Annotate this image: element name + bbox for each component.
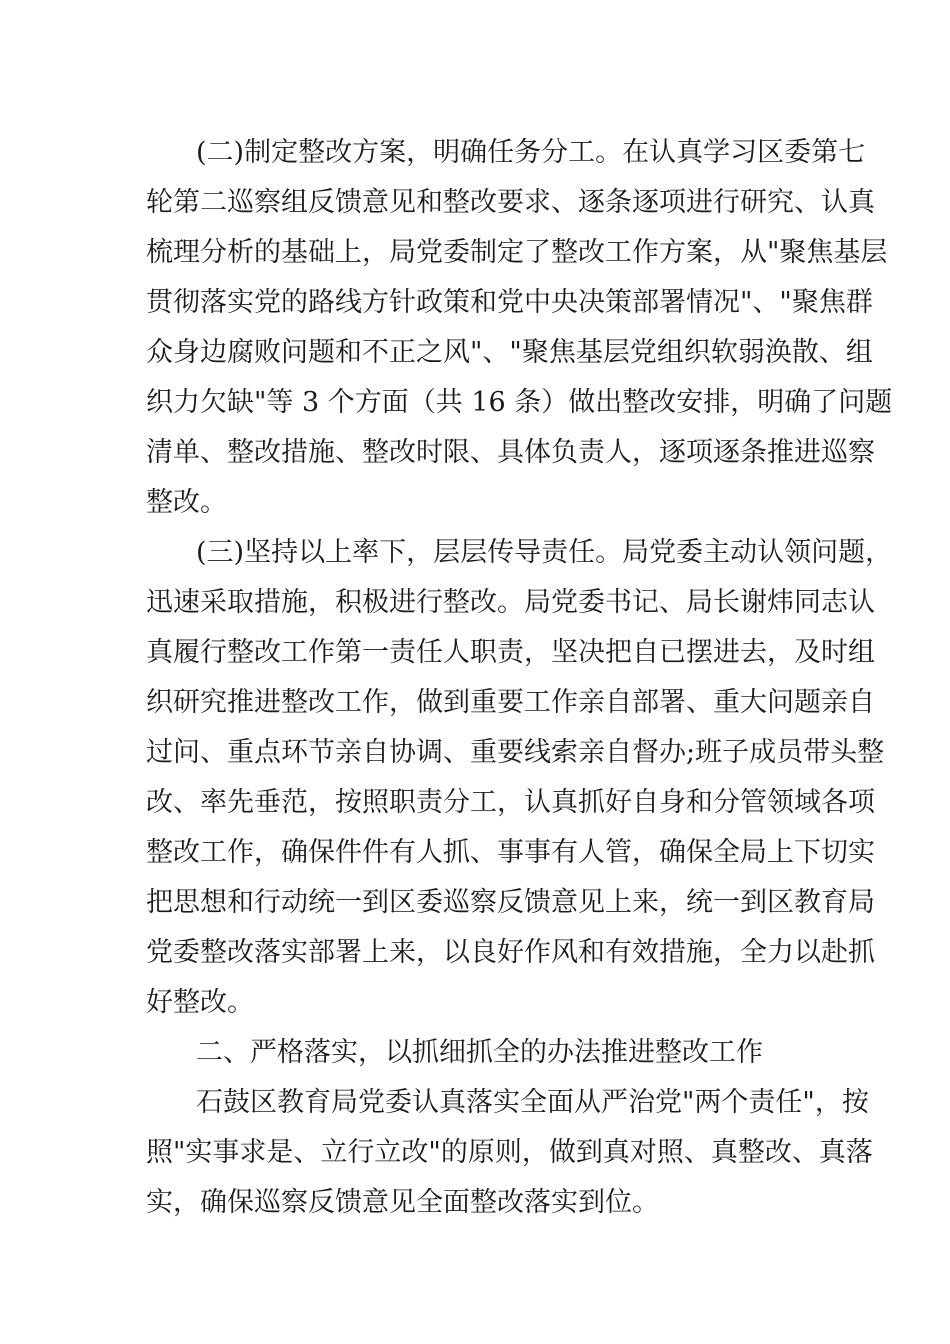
paragraph-2-line-7: 清单、整改措施、整改时限、具体负责人，逐项逐条推进巡察 [146,437,875,468]
paragraph-4-line-3: 实，确保巡察反馈意见全面整改落实到位。 [146,1187,659,1218]
paragraph-4-line-1: 石鼓区教育局党委认真落实全面从严治党"两个责任"，按 [196,1087,869,1118]
paragraph-3-line-1: (三)坚持以上率下，层层传导责任。局党委主动认领问题， [196,537,893,568]
paragraph-2-line-3: 梳理分析的基础上，局党委制定了整改工作方案，从"聚焦基层 [146,237,888,268]
paragraph-3-line-2: 迅速采取措施，积极进行整改。局党委书记、局长谢炜同志认 [146,587,875,618]
paragraph-3-line-5: 过问、重点环节亲自协调、重要线索亲自督办;班子成员带头整 [146,737,885,768]
paragraph-2-line-2: 轮第二巡察组反馈意见和整改要求、逐条逐项进行研究、认真 [146,187,875,218]
paragraph-3-line-4: 织研究推进整改工作，做到重要工作亲自部署、重大问题亲自 [146,687,875,718]
paragraph-3-line-6: 改、率先垂范，按照职责分工，认真抓好自身和分管领域各项 [146,787,875,818]
paragraph-3-line-7: 整改工作，确保件件有人抓、事事有人管，确保全局上下切实 [146,837,875,868]
paragraph-3-line-10: 好整改。 [146,987,254,1018]
paragraph-2-line-4: 贯彻落实党的路线方针政策和党中央决策部署情况"、"聚焦群 [146,287,873,318]
paragraph-3-line-3: 真履行整改工作第一责任人职责，坚决把自已摆进去，及时组 [146,637,875,668]
section-heading-2: 二、严格落实，以抓细抓全的办法推进整改工作 [196,1037,763,1068]
paragraph-2-line-8: 整改。 [146,487,227,518]
paragraph-3-line-8: 把思想和行动统一到区委巡察反馈意见上来，统一到区教育局 [146,887,875,918]
paragraph-2-line-5: 众身边腐败问题和不正之风"、"聚焦基层党组织软弱涣散、组 [146,337,873,368]
paragraph-3-line-9: 党委整改落实部署上来，以良好作风和有效措施，全力以赴抓 [146,937,875,968]
paragraph-2-line-1: (二)制定整改方案，明确任务分工。在认真学习区委第七 [196,137,866,168]
paragraph-4-line-2: 照"实事求是、立行立改"的原则，做到真对照、真整改、真落 [146,1137,873,1168]
paragraph-2-line-6: 织力欠缺"等 3 个方面（共 16 条）做出整改安排，明确了问题 [146,387,893,418]
